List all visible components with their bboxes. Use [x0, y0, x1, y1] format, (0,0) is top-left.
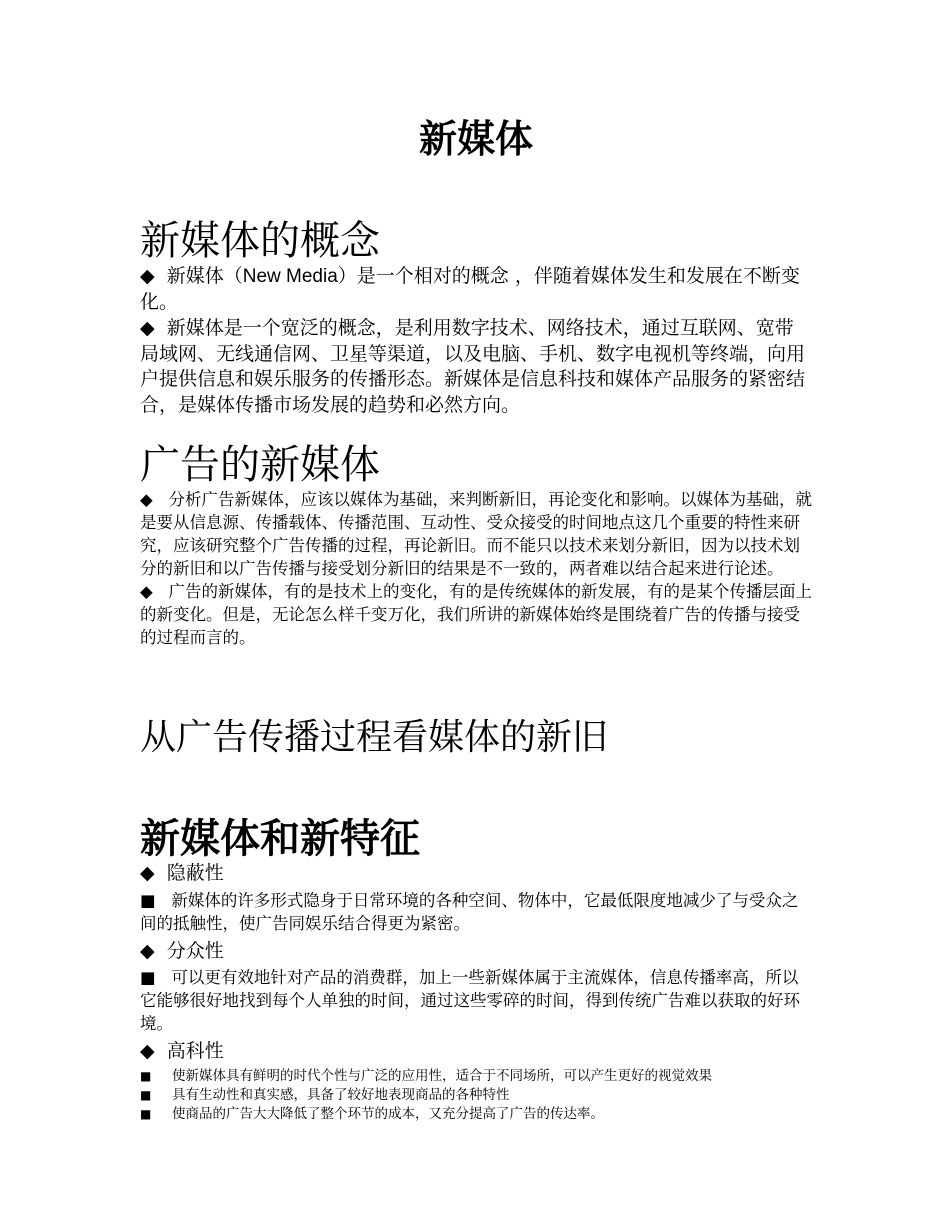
- ad-new-media-paragraph-2: ◆ 广告的新媒体，有的是技术上的变化，有的是传统媒体的新发展，有的是某个传播层面上的新变化。但是，无论怎么样千变万化，我们所讲的新媒体始终是围绕着广告的传播与接受的过程而言的。: [140, 582, 812, 647]
- feature-label-3: ◆ 高科性: [140, 1040, 224, 1062]
- square-bullet-icon: ■: [140, 1106, 152, 1121]
- section-ad-new-media-body: [140, 488, 812, 649]
- square-bullet-icon: ■: [140, 1087, 152, 1102]
- feature-3-list: [140, 1067, 812, 1124]
- square-bullet-icon: ■: [140, 1068, 152, 1083]
- diamond-bullet-icon: ◆: [140, 490, 153, 509]
- section-concept-body: [140, 264, 812, 418]
- section-heading-process: 从广告传播过程看媒体的新旧: [140, 717, 609, 758]
- square-bullet-icon: ■: [140, 890, 156, 910]
- feature-label-2: ◆ 分众性: [140, 939, 224, 962]
- ad-new-media-paragraph-1: ◆ 分析广告新媒体，应该以媒体为基础，来判断新旧，再论变化和影响。以媒体为基础，就是要从信息源、传播载体、传播范围、互动性、受众接受的时间地点这几个重要的特性来研究，应该研究整个广告传播的过程，再论新旧。而不能只以技术来划分新旧，因为以技术划分的新旧和以广告传播与接受划分新旧的结果是不一致的，两者难以结合起来进行论述。: [140, 490, 812, 578]
- document-title: 新媒体: [418, 116, 533, 161]
- section-heading-concept: 新媒体的概念: [140, 218, 380, 264]
- diamond-bullet-icon: ◆: [140, 862, 155, 884]
- diamond-bullet-icon: ◆: [140, 1040, 155, 1062]
- feature-text-1: ■ 新媒体的许多形式隐身于日常环境的各种空间、物体中，它最低限度地减少了与受众之间的抵触性，使广告同娱乐结合得更为紧密。: [140, 890, 799, 933]
- list-item: ■ 使新媒体具有鲜明的时代个性与广泛的应用性，适合于不同场所，可以产生更好的视觉效果: [140, 1067, 712, 1084]
- concept-paragraph-2: ◆ 新媒体是一个宽泛的概念，是利用数字技术、网络技术，通过互联网、宽带局域网、无线通信网、卫星等渠道，以及电脑、手机、数字电视机等终端，向用户提供信息和娱乐服务的传播形态。新媒体是信息科技和媒体产品服务的紧密结合，是媒体传播市场发展的趋势和必然方向。: [140, 317, 806, 416]
- section-heading-ad-new-media: 广告的新媒体: [140, 442, 380, 488]
- square-bullet-icon: ■: [140, 968, 156, 987]
- section-features-body: [140, 861, 812, 1124]
- concept-paragraph-1: ◆ 新媒体（New Media）是一个相对的概念 ，伴随着媒体发生和发展在不断变化。: [140, 265, 800, 313]
- diamond-bullet-icon: ◆: [140, 317, 155, 339]
- feature-label-1: ◆ 隐蔽性: [140, 862, 224, 884]
- section-heading-features: 新媒体和新特征: [140, 815, 420, 862]
- diamond-bullet-icon: ◆: [140, 265, 155, 287]
- diamond-bullet-icon: ◆: [140, 582, 153, 601]
- list-item: ■ 使商品的广告大大降低了整个环节的成本，又充分提高了广告的传达率。: [140, 1105, 604, 1122]
- list-item: ■ 具有生动性和真实感，具备了较好地表现商品的各种特性: [140, 1086, 510, 1103]
- feature-text-2: ■ 可以更有效地针对产品的消费群，加上一些新媒体属于主流媒体，信息传播率高，所以它能够很好地找到每个人单独的时间，通过这些零碎的时间，得到传统广告难以获取的好环境。: [140, 968, 800, 1033]
- diamond-bullet-icon: ◆: [140, 939, 155, 962]
